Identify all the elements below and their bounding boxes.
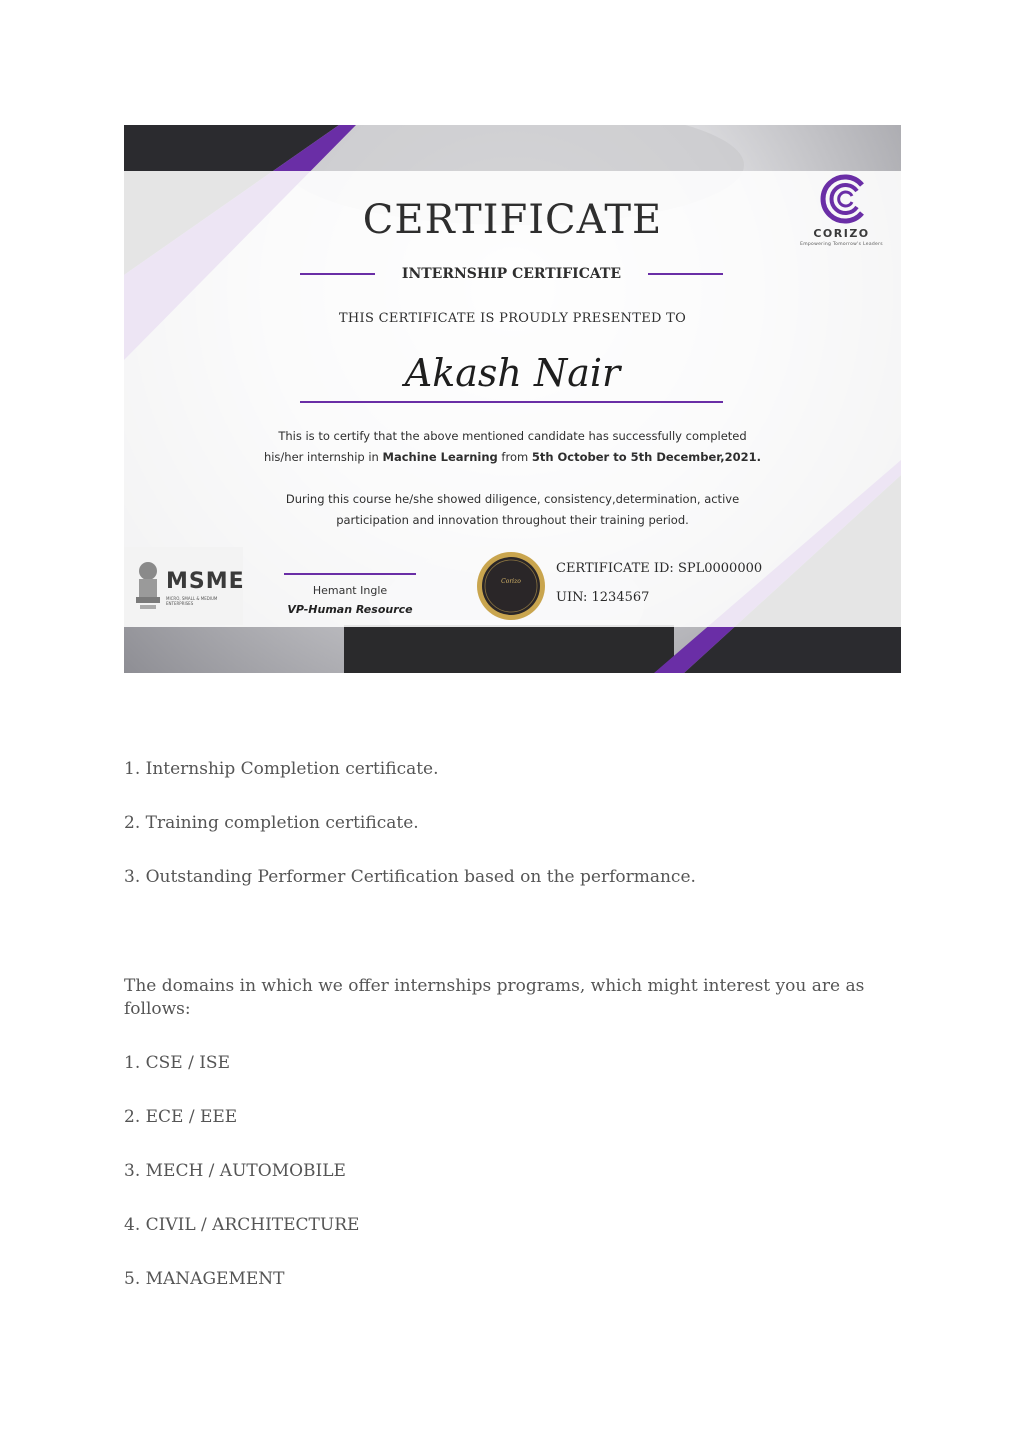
body-line-1: This is to certify that the above mentioned candidate has successfully completed (278, 429, 747, 443)
seal-text: Corizo (501, 578, 521, 585)
domain-item-4: 4. CIVIL / ARCHITECTURE (124, 1215, 360, 1235)
subtitle-divider-right (648, 273, 723, 275)
course-name: Machine Learning (382, 450, 498, 464)
certificate-image (124, 125, 901, 673)
subtitle-divider-left (300, 273, 375, 275)
seal-icon (476, 551, 546, 621)
domain-item-3: 3. MECH / AUTOMOBILE (124, 1161, 346, 1181)
recipient-underline (300, 401, 723, 403)
msme-logo (124, 547, 243, 625)
certificate-uin: UIN: 1234567 (556, 590, 650, 605)
certificate-title: CERTIFICATE (362, 197, 663, 243)
certificate-type-3: 3. Outstanding Performer Certification based on the performance. (124, 867, 696, 887)
domains-intro: The domains in which we offer internships programs, which might interest you are as follows: (124, 976, 865, 1019)
body-para2-line-1: During this course he/she showed diligence, consistency,determination, active (285, 492, 740, 506)
certificate-type-2: 2. Training completion certificate. (124, 813, 419, 833)
signature-line (284, 573, 416, 575)
domain-item-5: 5. MANAGEMENT (124, 1269, 285, 1289)
msme-wordmark: MSME (166, 569, 245, 594)
presented-to-text: THIS CERTIFICATE IS PROUDLY PRESENTED TO (338, 311, 687, 326)
certificate-subtitle: INTERNSHIP CERTIFICATE (401, 266, 622, 282)
logo-name: CORIZO (813, 227, 870, 240)
domain-item-2: 2. ECE / EEE (124, 1107, 238, 1127)
body-line-2 (244, 447, 781, 468)
recipient-name: Akash Nair (404, 351, 621, 395)
certificate-id: CERTIFICATE ID: SPL0000000 (556, 561, 763, 576)
body-para2-line-2: participation and innovation throughout their training period. (336, 513, 689, 527)
domain-item-1: 1. CSE / ISE (124, 1053, 230, 1073)
body-line-2-mid: from (497, 450, 532, 464)
subtitle-row (300, 265, 723, 283)
certificate-type-1: 1. Internship Completion certificate. (124, 759, 439, 779)
signatory-name: Hemant Ingle (312, 584, 388, 597)
certificate-body-paragraph-2 (244, 489, 781, 531)
emblem-icon (128, 557, 168, 617)
logo-tagline: Empowering Tomorrow's Leaders (800, 242, 883, 247)
internship-period: 5th October to 5th December,2021. (531, 450, 762, 464)
body-line-2-prefix: his/her internship in (263, 450, 383, 464)
msme-subtitle: MICRO, SMALL & MEDIUM ENTERPRISES (166, 596, 218, 606)
signatory-role: VP-Human Resource (287, 603, 413, 616)
certificate-body-paragraph-1 (244, 426, 781, 468)
